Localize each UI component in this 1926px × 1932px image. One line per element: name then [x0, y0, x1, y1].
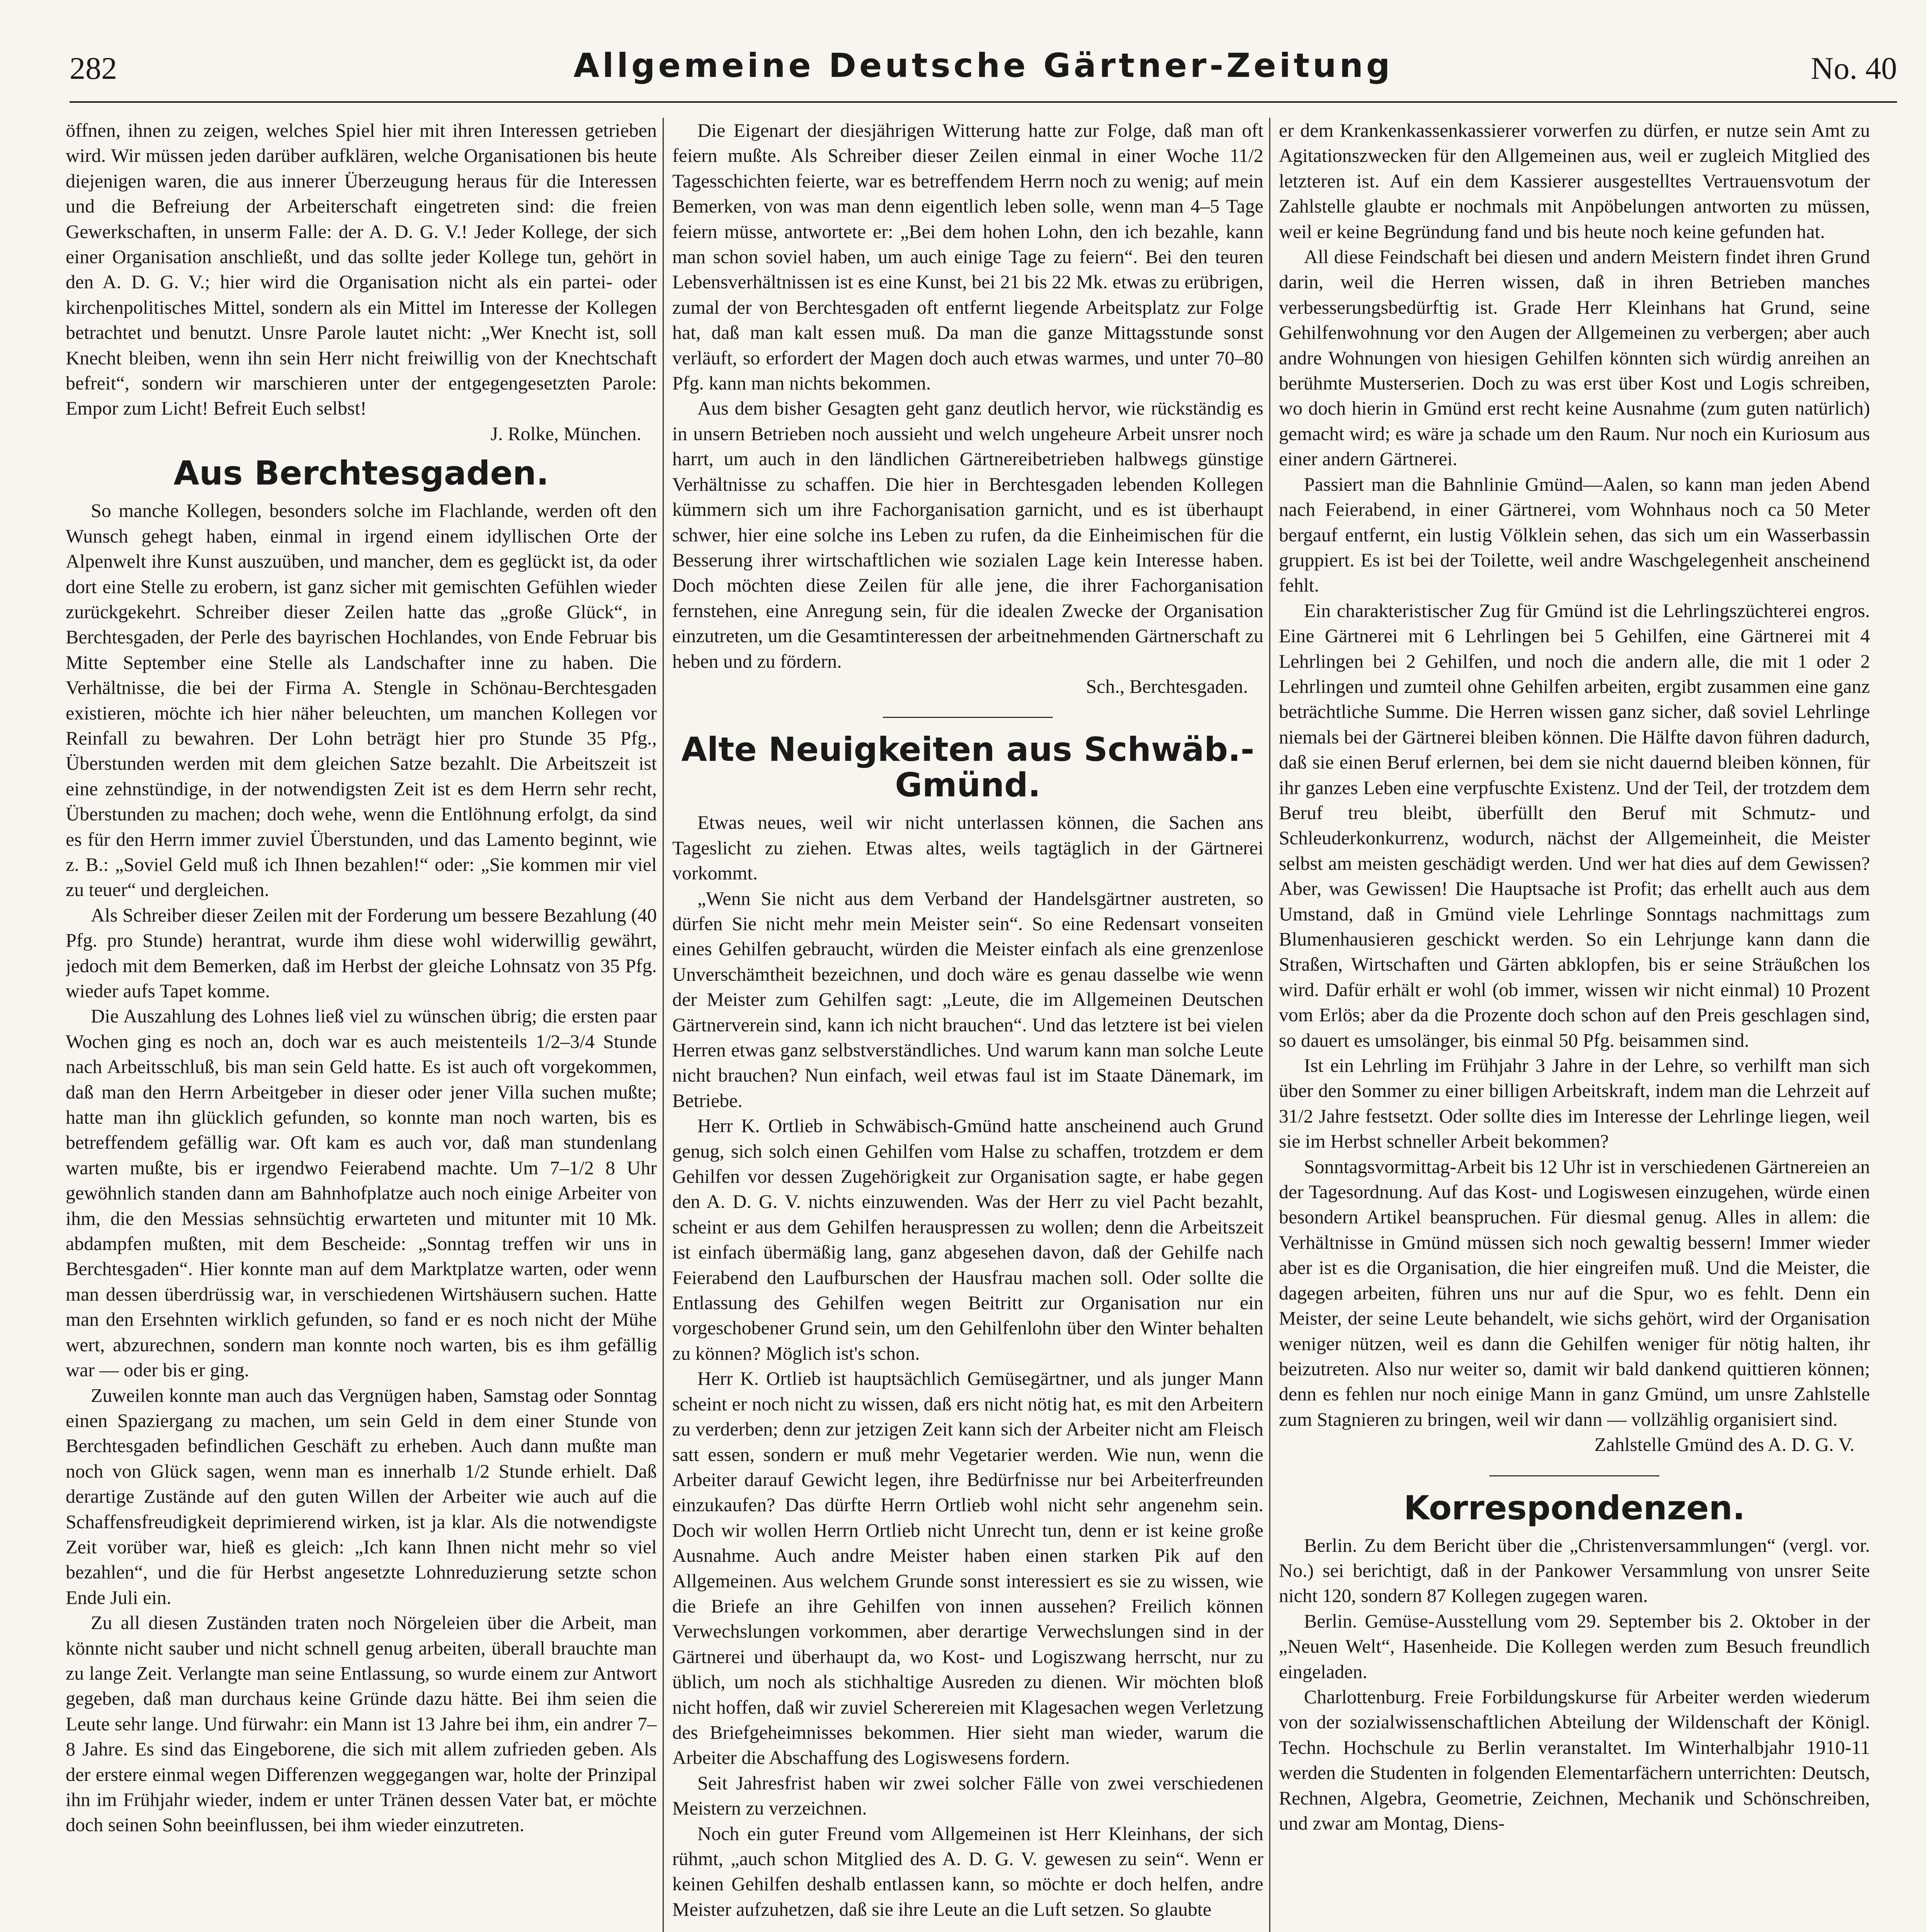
article-paragraph: Seit Jahresfrist haben wir zwei solcher Fälle von zwei verschiedenen Meistern zu verzeichnen.	[672, 1772, 1263, 1819]
article-signature: Zahlstelle Gmünd des A. D. G. V.	[1594, 1434, 1855, 1456]
page-header	[70, 46, 1897, 97]
article-paragraph: So manche Kollegen, besonders solche im Flachlande, werden oft den Wunsch gehegt haben, einmal in irgend einem idyllischen Orte der Alpenwelt ihre Kunst auszuüben, und mancher, dem es geglückt ist, da oder dort eine Stelle zu erobern, ist ganz sicher mit gemischten Gefühlen wieder zurückgekehrt. Schreiber dieser Zeilen hatte das „große Glück“, in Berchtesgaden, der Perle des bayrischen Hochlandes, von Ende Februar bis Mitte September eine Stelle als Landschafter inne zu haben. Die Verhältnisse, die bei der Firma A. Stengle in Schönau-Berchtesgaden existieren, möchte ich hier näher beleuchten, um manchen Kollegen vor Reinfall zu bewahren. Der Lohn beträgt hier pro Stunde 35 Pfg., Überstunden werden mit dem gleichen Satze bezahlt. Die Arbeitszeit ist eine zehnstündige, in der notwendigsten Zeit ist es dem Herrn sehr recht, Überstunden zu machen; doch wehe, wenn die Entlöhnung erfolgt, da sind es für den Herrn immer zuviel Überstunden, und das Lamento beginnt, wie z. B.: „Soviel Geld muß ich Ihnen bezahlen!“ oder: „Sie kommen mir viel zu teuer“ und dergleichen.	[66, 500, 657, 901]
column-divider	[663, 118, 664, 1932]
article-paragraph: Etwas neues, weil wir nicht unterlassen können, die Sachen ans Tageslicht zu ziehen. Etwas altes, weils tagtäglich in der Gärtnerei vorkommt.	[672, 811, 1263, 884]
article-paragraph: Charlottenburg. Freie Forbildungskurse für Arbeiter werden wiederum von der sozialwissenschaftlichen Abteilung der Wildenschaft der Königl. Techn. Hochschule zu Berlin veranstaltet. Im Winterhalbjahr 1910-11 werden die Studenten in folgenden Elementarfächern unterrichten: Deutsch, Rechnen, Algebra, Geometrie, Zeichnen, Mechanik und Schönschreiben, und zwar am Montag, Diens-	[1279, 1685, 1870, 1834]
article-paragraph: Herr K. Ortlieb in Schwäbisch-Gmünd hatte anscheinend auch Grund genug, sich solch einen Gehilfen vom Halse zu schaffen, trotzdem er dem Gehilfen vor dessen Zugehörigkeit zur Organisation sagte, er habe gegen den A. D. G. V. nichts einzuwenden. Was der Herr zu viel Pacht bezahlt, scheint er aus dem Gehilfen herauspressen zu wollen; denn die Arbeitszeit ist einfach übermäßig lang, ganz abgesehen davon, daß der Gehilfe nach Feierabend den Laufburschen der Hausfrau machen soll. Oder sollte die Entlassung des Gehilfen wegen Beitritt zur Organisation nur ein vorgeschobener Grund sein, um den Gehilfenlohn über den Winter behalten zu können? Möglich ist's schon.	[672, 1115, 1263, 1364]
text-column-middle	[672, 118, 1263, 1932]
article-paragraph: „Wenn Sie nicht aus dem Verband der Handelsgärtner austreten, so dürfen Sie nicht mehr mein Meister sein“. So eine Redensart vonseiten eines Gehilfen gebraucht, würden die Meister einfach als eine grenzenlose Unverschämtheit bezeichnen, und doch wäre es genau dasselbe wie wenn der Meister zum Gehilfen sagt: „Leute, die im Allgemeinen Deutschen Gärtnerverein sind, kann ich nicht brauchen“. Und das letztere ist bei vielen Herren etwas ganz selbstverständliches. Und warum kann man solche Leute nicht brauchen? Nun einfach, weil etwas faul ist im Staate Dänemark, im Betriebe.	[672, 887, 1263, 1111]
article-signature: J. Rolke, München.	[490, 422, 641, 444]
article-paragraph: Die Auszahlung des Lohnes ließ viel zu wünschen übrig; die ersten paar Wochen ging es noch an, doch war es auch meistenteils 1/2–3/4 Stunde nach Arbeitsschluß, bis man sein Geld hatte. Es ist auch oft vorgekommen, daß man den Herrn Arbeitgeber in dieser oder jener Villa suchen mußte; hatte man ihn glücklich gefunden, so konnte man noch warten, bis es betreffendem gefällig war. Oft kam es auch vor, daß man stundenlang warten mußte, bis er irgendwo Feierabend machte. Um 7–1/2 8 Uhr gewöhnlich standen dann am Bahnhofplatze auch noch einige Arbeiter von ihm, die den Messias sehnsüchtig erwarteten und mitunter mit 10 Mk. abdampfen mußten, mit dem Bescheide: „Sonntag treffen wir uns in Berchtesgaden“. Hier konnte man auf dem Marktplatze warten, oder wenn man dessen überdrüssig war, in verschiedenen Wirtshäusern suchen. Hatte man den Ersehnten wirklich gefunden, so fand er es noch nicht der Mühe wert, abzurechnen, sondern man konnte noch warten, bis es ihm gefällig war — oder bis er ging.	[66, 1005, 657, 1381]
article-separator	[1489, 1475, 1659, 1476]
article-headline: Alte Neuigkeiten aus Schwäb.-Gmünd.	[681, 730, 1255, 805]
article-signature: Sch., Berchtesgaden.	[1086, 675, 1248, 697]
article-paragraph: Sonntagsvormittag-Arbeit bis 12 Uhr ist in verschiedenen Gärtnereien an der Tagesordnung. Auf das Kost- und Logiswesen einzugehen, würde einen besondern Artikel beanspruchen. Für diesmal genug. Alles in allem: die Verhältnisse in Gmünd müssen sich noch gewaltig bessern! Immer wieder aber ist es die Organisation, die hier eingreifen muß. Und die Meister, die dagegen arbeiten, führen uns nur auf die Spur, wo es fehlt. Denn ein Meister, der seine Leute behandelt, wie sichs gehört, wird der Organisation weniger nützen, weil es dann die Gehilfen weniger für nötig halten, ihr beizutreten. Also nur weiter so, damit wir bald dankend quittieren können; denn es fehlen nur noch einige Mann in ganz Gmünd, um unsre Zahlstelle zum Stagnieren zu bringen, weil wir dann — vollzählig organisiert sind.	[1279, 1155, 1870, 1430]
text-column-left	[66, 118, 657, 1932]
article-paragraph: All diese Feindschaft bei diesen und andern Meistern findet ihren Grund darin, weil die Herren wissen, daß in ihren Betrieben manches verbesserungsbedürftig ist. Grade Herr Kleinhans hat Grund, seine Gehilfenwohnung vor den Augen der Allgemeinen zu verbergen; aber auch andre Wohnungen von hiesigen Gehilfen könnten sich würdig anreihen an berühmte Musterserien. Doch zu was erst über Kost und Logis schreiben, wo doch hierin in Gmünd erst recht keine Ausnahme (zum guten natürlich) gemacht wird; es wäre ja schade um den Raum. Nur noch ein Kuriosum aus einer andern Gärtnerei.	[1279, 246, 1870, 470]
article-paragraph: Die Eigenart der diesjährigen Witterung hatte zur Folge, daß man oft feiern mußte. Als Schreiber dieser Zeilen einmal in einer Woche 11/2 Tagesschichten feierte, war es betreffendem Herrn noch zu wenig; auf mein Bemerken, von was man denn eigentlich leben solle, wenn man 4–5 Tage feiern müsse, antwortete er: „Bei dem hohen Lohn, den ich bezahle, kann man schon soviel haben, um auch einige Tage zu feiern“. Bei den teuren Lebensverhältnissen ist es eine Kunst, bei 21 bis 22 Mk. etwas zu erübrigen, zumal der von Berchtesgaden oft entfernt liegende Arbeitsplatz zur Folge hat, daß man kalt essen muß. Da man die ganze Mittagsstunde sonst verläuft, so erfordert der Magen doch auch etwas warmes, und unter 70–80 Pfg. kann man nichts bekommen.	[672, 119, 1263, 394]
issue-number: No. 40	[1810, 51, 1897, 86]
page-number: 282	[70, 51, 117, 86]
article-paragraph: Ein charakteristischer Zug für Gmünd ist die Lehrlingszüchterei engros. Eine Gärtnerei mit 6 Lehrlingen bei 5 Gehilfen, eine Gärtnerei mit 4 Lehrlingen bei 2 Gehilfen, und noch die andern alle, die mit 1 oder 2 Lehrlingen und zumteil ohne Gehilfen arbeiten, ergibt zusammen eine ganz beträchtliche Summe. Die Herren wissen ganz sicher, daß soviel Lehrlinge niemals bei der Gärtnerei bleiben können. Die Hälfte davon führen dadurch, daß sie einen Beruf erlernen, bei dem sie nicht dauernd bleiben können, für ihr ganzes Leben eine verpfuschte Existenz. Und der Teil, der trotzdem dem Beruf treu bleibt, überfüllt den Beruf mit Schmutz- und Schleuderkonkurrenz, wodurch, nächst der Allgemeinheit, die Meister selbst am meisten geschädigt werden. Und wer hat dies auf dem Gewissen? Aber, was Gewissen! Die Hauptsache ist Profit; das erhellt auch aus dem Umstand, daß in Gmünd viele Lehrlinge Sonntags nachmittags zum Blumenhausieren geschickt werden. So ein Lehrjunge kann dann die Straßen, Wirtschaften und Gärten abklopfen, bis er seine Sträußchen los wird. Dafür erhält er wohl (ob immer, wissen wir nicht einmal) 10 Prozent vom Erlös; aber da die Prozente doch schon auf den Preis geschlagen sind, so dauert es umsolänger, bis einmal 50 Pfg. beisammen sind.	[1279, 599, 1870, 1051]
article-headline: Korrespondenzen.	[1404, 1488, 1745, 1527]
article-paragraph: Berlin. Zu dem Bericht über die „Christenversammlungen“ (vergl. vor. No.) sei berichtigt, daß in der Pankower Versammlung von unsrer Seite nicht 120, sondern 87 Kollegen zugegen waren.	[1279, 1534, 1870, 1607]
column-divider	[1269, 118, 1270, 1932]
article-paragraph: Als Schreiber dieser Zeilen mit der Forderung um bessere Bezahlung (40 Pfg. pro Stunde) herantrat, wurde ihm diese wohl widerwillig gewährt, jedoch mit dem Bemerken, daß im Herbst der gleiche Lohnsatz von 35 Pfg. wieder aufs Tapet komme.	[66, 904, 657, 1002]
article-separator	[883, 717, 1053, 718]
article-paragraph: Noch ein guter Freund vom Allgemeinen ist Herr Kleinhans, der sich rühmt, „auch schon Mitglied des A. D. G. V. gewesen zu sein“. Wenn er keinen Gehilfen deshalb entlassen kann, so möchte er doch helfen, andre Meister aufzuhetzen, daß sie ihre Leute an die Luft setzen. So glaubte	[672, 1822, 1263, 1920]
article-paragraph: Ist ein Lehrling im Frühjahr 3 Jahre in der Lehre, so verhilft man sich über den Sommer zu einer billigen Arbeitskraft, indem man die Lehrzeit auf 31/2 Jahre festsetzt. Oder sollte dies im Interesse der Lehrlinge liegen, weil sie im Herbst schneller Arbeit bekommen?	[1279, 1054, 1870, 1152]
text-column-right	[1279, 118, 1870, 1932]
article-paragraph: er dem Krankenkassenkassierer vorwerfen zu dürfen, er nutze sein Amt zu Agitationszwecken für den Allgemeinen aus, weil er zugleich Mitglied des letzteren ist. Auf ein dem Kassierer ausgestelltes Vertrauensvotum der Zahlstelle glaubte er nochmals mit Anpöbelungen antworten zu müssen, weil er keine Begründung fand und bis heute noch keine gefunden hat.	[1279, 119, 1870, 242]
newspaper-title: Allgemeine Deutsche Gärtner-Zeitung	[573, 46, 1393, 85]
article-paragraph: Herr K. Ortlieb ist hauptsächlich Gemüsegärtner, und als junger Mann scheint er noch nicht zu wissen, daß ers nicht nötig hat, es mit den Arbeitern zu verderben; denn zur jetzigen Zeit kann sich der Arbeiter nicht am Fleisch satt essen, sondern er muß mehr Vegetarier werden. Wie nun, wenn die Arbeiter darauf Gewicht legen, ihre Bedürfnisse nur bei Arbeiterfreunden einzukaufen? Das dürfte Herrn Ortlieb wohl nicht sehr angenehm sein. Doch wir wollen Herrn Ortlieb nicht Unrecht tun, denn er ist keine große Ausnahme. Auch andre Meister haben einen starken Pik auf den Allgemeinen. Aus welchem Grunde sonst interessiert es sie zu wissen, wie die Briefe an ihre Gehilfen von innen aussehen? Freilich können Verwechslungen vorkommen, aber derartige Verwechslungen sind in der Gärtnerei und überhaupt da, wo Kost- und Logiszwang herrscht, nur zu üblich, um noch als stichhaltige Ausreden zu dienen. Wir möchten bloß nicht hoffen, daß wir zuviel Scherereien mit Klagesachen wegen Verletzung des Briefgeheimnisses bekommen. Hier sieht man wieder, warum die Arbeiter die Abschaffung des Logiswesens fordern.	[672, 1367, 1263, 1769]
article-paragraph: Berlin. Gemüse-Ausstellung vom 29. September bis 2. Oktober in der „Neuen Welt“, Hasenheide. Die Kollegen werden zum Besuch freundlich eingeladen.	[1279, 1610, 1870, 1682]
article-paragraph: öffnen, ihnen zu zeigen, welches Spiel hier mit ihren Interessen getrieben wird. Wir müssen jeden darüber aufklären, welche Organisationen bis heute diejenigen waren, die aus innerer Überzeugung heraus für die Interessen und die Befreiung der Arbeiterschaft eingetreten sind: die freien Gewerkschaften, in unserm Falle: der A. D. G. V.! Jeder Kollege, der sich einer Organisation anschließt, und das sollte jeder Kollege tun, gehört in den A. D. G. V.; hier wird die Organisation nicht als ein partei- oder kirchenpolitisches Mittel, sondern als ein Mittel im Interesse der Kollegen betrachtet und benutzt. Unsre Parole lautet nicht: „Wer Knecht ist, soll Knecht bleiben, wenn ihn sein Herr nicht freiwillig von der Knechtschaft befreit“, sondern wir marschieren unter der entgegengesetzten Parole: Empor zum Licht! Befreit Euch selbst!	[66, 119, 657, 419]
article-paragraph: Zuweilen konnte man auch das Vergnügen haben, Samstag oder Sonntag einen Spaziergang zu machen, um sein Geld in dem einer Stunde von Berchtesgaden befindlichen Geschäft zu erheben. Auch dann mußte man noch von Glück sagen, wenn man es innerhalb 1/2 Stunde erhielt. Daß derartige Zustände auf den guten Willen der Arbeiter wie auch auf die Schaffensfreudigkeit deprimierend wirken, ist ja klar. Als die notwendigste Zeit vorüber war, hieß es gleich: „Ich kann Ihnen nicht mehr so viel bezahlen“, und die für Herbst angesetzte Lohnreduzierung setzte schon Ende Juli ein.	[66, 1384, 657, 1608]
article-paragraph: Zu all diesen Zuständen traten noch Nörgeleien über die Arbeit, man könnte nicht sauber und nicht schnell genug arbeiten, überall brauchte man zu lange Zeit. Verlangte man seine Entlassung, so wurde einem zur Antwort gegeben, daß man durchaus keine Gründe dazu hätte. Bei ihm seien die Leute sehr lange. Und fürwahr: ein Mann ist 13 Jahre bei ihm, ein andrer 7–8 Jahre. Es sind das Eingeborene, die sich mit allem zufrieden geben. Als der erstere einmal wegen Differenzen weggegangen war, holte der Prinzipal ihn im Frühjahr wieder, indem er unter Tränen dessen Vater bat, er möchte doch seinen Sohn beeinflussen, bei ihm wieder einzutreten.	[66, 1612, 657, 1836]
article-headline: Aus Berchtesgaden.	[173, 454, 549, 493]
article-paragraph: Aus dem bisher Gesagten geht ganz deutlich hervor, wie rückständig es in unsern Betrieben noch aussieht und welch ungeheure Arbeit unsrer noch harrt, um auch in den ländlichen Gärtnereibetrieben halbwegs günstige Verhältnisse zu schaffen. Die hier in Berchtesgaden lebenden Kollegen kümmern sich um ihre Fachorganisation garnicht, und es ist überhaupt schwer, hier eine solche ins Leben zu rufen, da die Einheimischen für die Besserung ihrer wirtschaftlichen wie sozialen Lage kein Interesse haben. Doch möchten diese Zeilen für alle jene, die ihrer Fachorganisation fernstehen, eine Anregung sein, für die idealen Zwecke der Organisation einzutreten, um die Gesamtinteressen der arbeitnehmenden Gärtnerschaft zu heben und zu fördern.	[672, 397, 1263, 672]
article-paragraph: Passiert man die Bahnlinie Gmünd—Aalen, so kann man jeden Abend nach Feierabend, in einer Gärtnerei, vom Wohnhaus noch ca 50 Meter bergauf entfernt, ein lustig Völklein sehen, das sich um ein Wasserbassin gruppiert. Es ist bei der Toilette, weil andre Waschgelegenheit anscheinend fehlt.	[1279, 473, 1870, 596]
header-rule	[70, 101, 1897, 103]
